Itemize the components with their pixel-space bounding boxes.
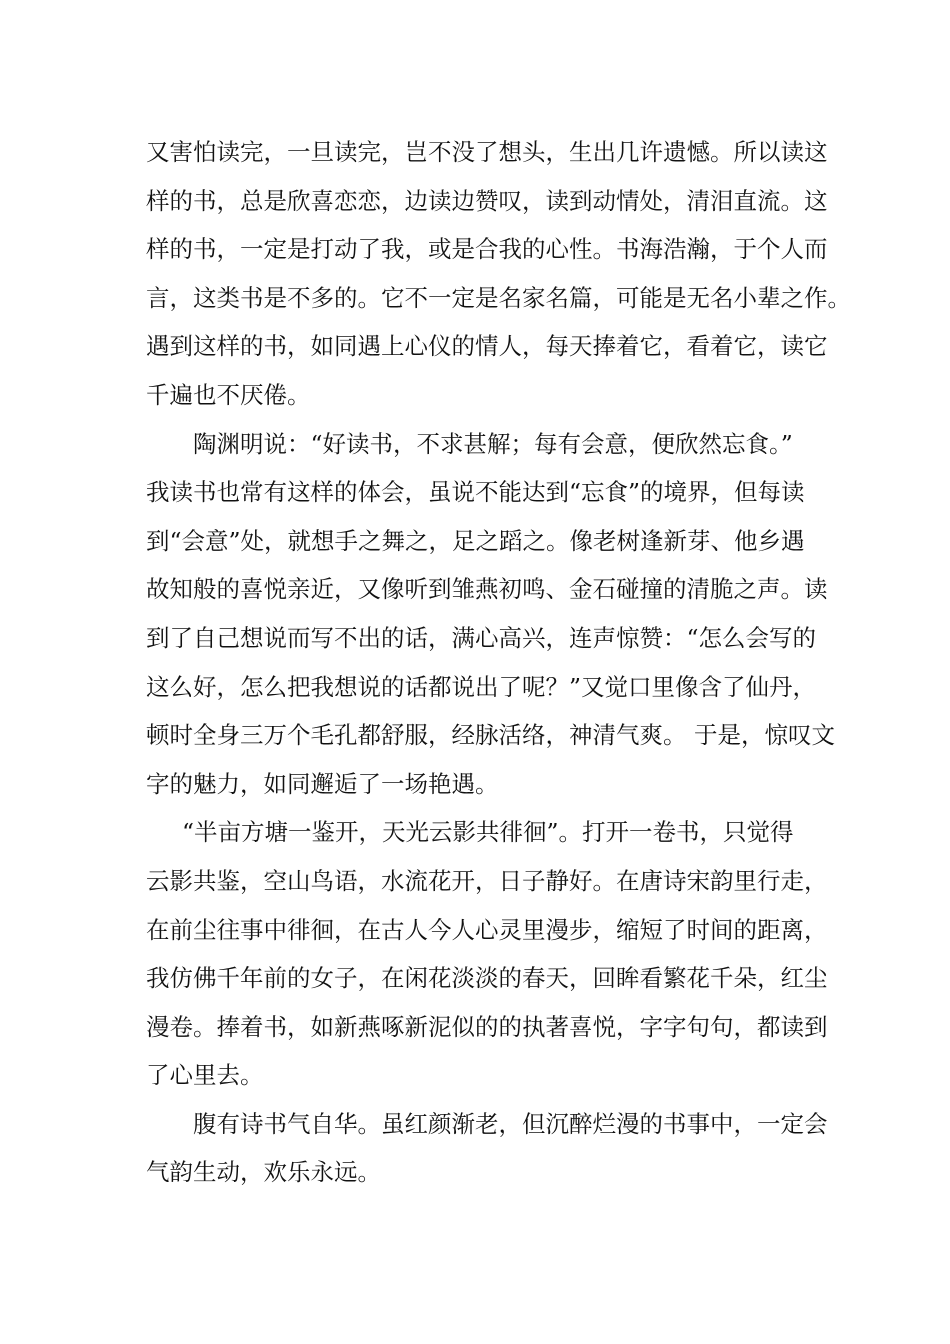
text-line: 我仿佛千年前的女子，在闲花淡淡的春天，回眸看繁花千朵，红尘 — [146, 964, 828, 993]
text-line: 气韵生动，欢乐永远。 — [146, 1158, 381, 1187]
text-line: 顿时全身三万个毛孔都舒服，经脉活络，神清气爽。 于是，惊叹文 — [146, 721, 835, 750]
text-line: 字的魅力，如同邂逅了一场艳遇。 — [146, 769, 499, 798]
text-line: 到了自己想说而写不出的话，满心高兴，连声惊赞：“怎么会写的 — [146, 623, 817, 652]
body-text — [146, 128, 851, 1197]
text-line: 我读书也常有这样的体会，虽说不能达到“忘食”的境界，但每读 — [146, 478, 805, 507]
text-line: 千遍也不厌倦。 — [146, 380, 311, 409]
text-line: 言，这类书是不多的。它不一定是名家名篇，可能是无名小辈之作。 — [146, 283, 851, 312]
paragraph-start-line: 腹有诗书气自华。虽红颜渐老，但沉醉烂漫的书事中，一定会 — [193, 1109, 828, 1138]
text-line: 样的书，总是欣喜恋恋，边读边赞叹，读到动情处，清泪直流。这 — [146, 186, 828, 215]
text-line: 云影共鉴，空山鸟语，水流花开，日子静好。在唐诗宋韵里行走， — [146, 866, 828, 895]
text-line: 遇到这样的书，如同遇上心仪的情人，每天捧着它，看着它，读它 — [146, 332, 828, 361]
paragraph-start-line: 陶渊明说：“好读书，不求甚解；每有会意，便欣然忘食。” — [193, 429, 793, 458]
text-line: 漫卷。捧着书，如新燕啄新泥似的的执著喜悦，字字句句，都读到 — [146, 1012, 828, 1041]
text-line: 样的书，一定是打动了我，或是合我的心性。书海浩瀚，于个人而 — [146, 235, 828, 264]
text-line: 了心里去。 — [146, 1061, 264, 1090]
text-line: 故知般的喜悦亲近，又像听到雏燕初鸣、金石碰撞的清脆之声。读 — [146, 575, 828, 604]
text-line: 到“会意”处，就想手之舞之，足之蹈之。像老树逢新芽、他乡遇 — [146, 526, 805, 555]
paragraph-start-line: “半亩方塘一鉴开，天光云影共徘徊”。打开一卷书，只觉得 — [182, 818, 794, 847]
text-line: 在前尘往事中徘徊，在古人今人心灵里漫步，缩短了时间的距离， — [146, 915, 828, 944]
text-line: 这么好，怎么把我想说的话都说出了呢？”又觉口里像含了仙丹， — [146, 672, 817, 701]
text-line: 又害怕读完，一旦读完，岂不没了想头，生出几许遗憾。所以读这 — [146, 138, 828, 166]
